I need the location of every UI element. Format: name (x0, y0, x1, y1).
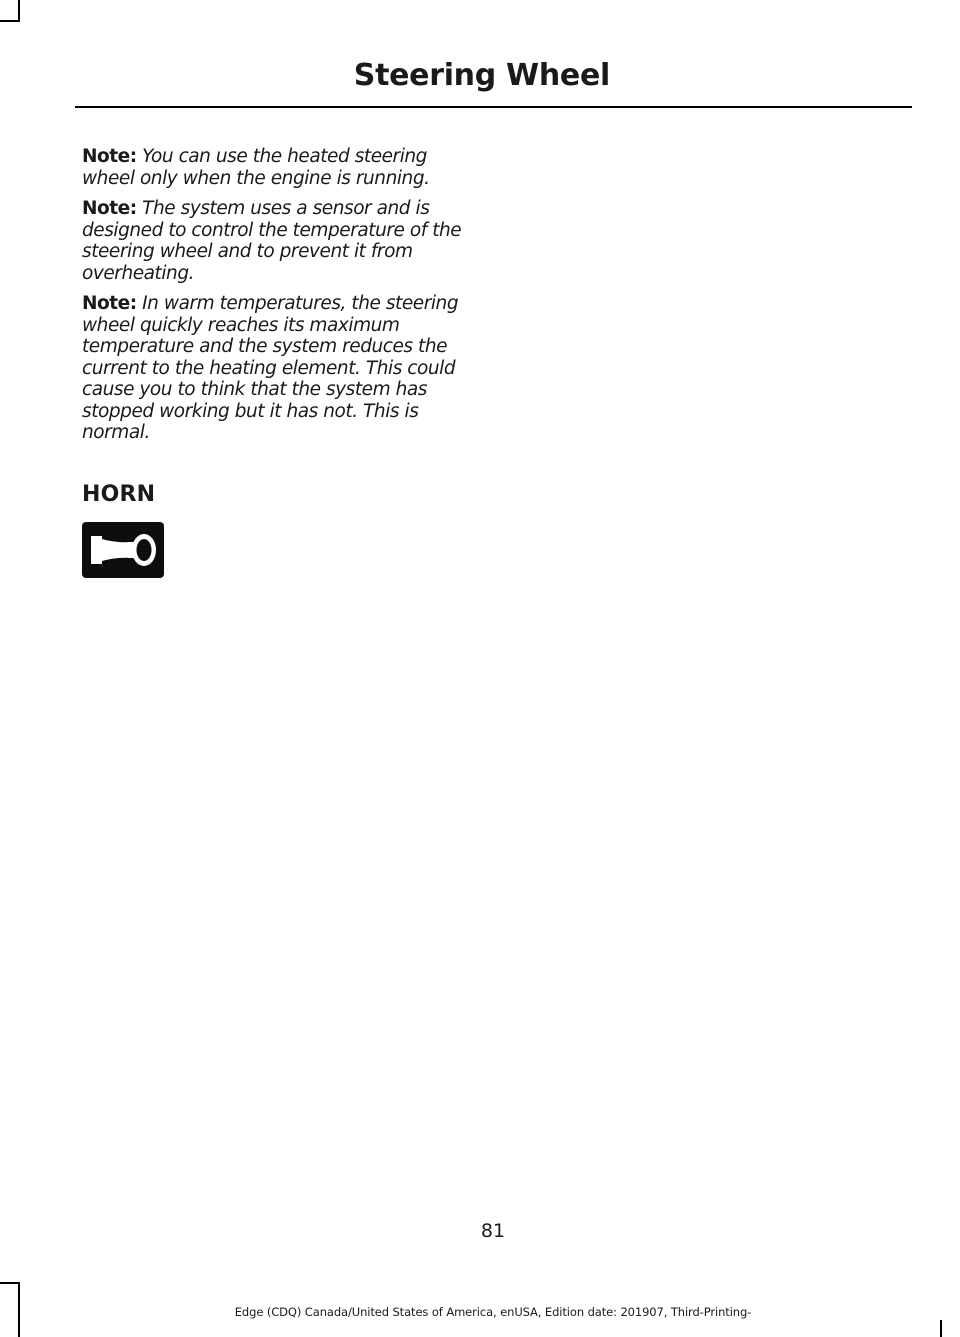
note-engine-running (82, 146, 477, 189)
crop-mark-bottom-right-vertical (940, 1320, 942, 1337)
note-text: The system uses a sensor and is designed to control the temperature of the steering wheel and to prevent it from overheating. (82, 198, 462, 284)
page-number: 81 (480, 1220, 506, 1242)
horn-icon (82, 522, 164, 578)
note-warm-temperatures (82, 293, 477, 444)
page-title: Steering Wheel (353, 58, 610, 93)
note-label: Note: (82, 293, 137, 314)
footer-edition-info: Edge (CDQ) Canada/United States of America, enUSA, Edition date: 201907, Third-Printing- (234, 1305, 752, 1319)
note-label: Note: (82, 146, 137, 167)
note-text: In warm temperatures, the steering wheel quickly reaches its maximum temperature and the system reduces the current to the heating element. This could cause you to think that the system has stopped working but it has not. This is normal. (82, 293, 459, 443)
note-text: You can use the heated steering wheel only when the engine is running. (82, 146, 430, 189)
section-heading-horn: HORN (82, 481, 156, 507)
crop-mark-bottom-left-horizontal (0, 1282, 18, 1284)
crop-mark-top-left-horizontal (0, 20, 18, 22)
note-sensor (82, 198, 477, 284)
crop-mark-top-left-vertical (18, 0, 20, 22)
content-column (82, 146, 477, 507)
header-divider (75, 106, 912, 108)
note-label: Note: (82, 198, 137, 219)
